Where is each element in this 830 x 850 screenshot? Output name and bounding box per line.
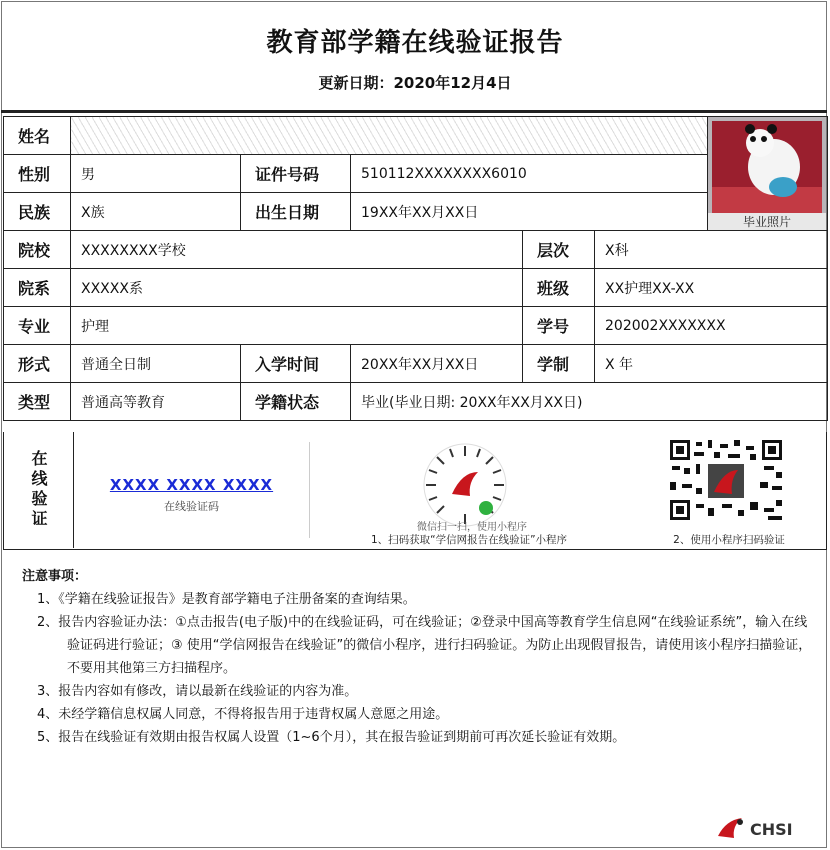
major-value: 护理 xyxy=(71,307,523,345)
verify-label: 在线验证 xyxy=(29,450,48,530)
mini-program-hint: 微信扫一扫，使用小程序 xyxy=(417,522,527,533)
name-label: 姓名 xyxy=(4,117,71,155)
ethnic-label: 民族 xyxy=(4,193,71,231)
class-value: XX护理XX-XX xyxy=(595,269,828,307)
birth-value: 19XX年XX月XX日 xyxy=(351,193,708,231)
report-title: 教育部学籍在线验证报告 xyxy=(266,28,564,58)
birth-label: 出生日期 xyxy=(241,193,351,231)
level-value: X科 xyxy=(595,231,828,269)
id-label: 证件号码 xyxy=(241,155,351,193)
note-item: 2、报告内容验证办法：①点击报告(电子版)中的在线验证码，可在线验证；②登录中国高等教育学生信息网“在线验证系统”，输入在线验证码进行验证；③ 使用“学信网报告在线验证”的微信小程序，进行扫码验证。为防止出现假冒报告，请使用该小程序扫描验证，不要用其他第三方扫描程序。 xyxy=(37,615,812,676)
verify-code-caption: 在线验证码 xyxy=(164,500,219,513)
verify-code-link[interactable]: XXXX XXXX XXXX xyxy=(109,476,274,494)
type-label: 类型 xyxy=(4,383,71,421)
sid-value: 202002XXXXXXX xyxy=(595,307,828,345)
duration-label: 学制 xyxy=(523,345,595,383)
enroll-value: 20XX年XX月XX日 xyxy=(351,345,523,383)
notes-section xyxy=(22,565,812,749)
student-photo xyxy=(708,117,826,230)
type-value: 普通高等教育 xyxy=(71,383,241,421)
photo-caption: 毕业照片 xyxy=(743,215,792,229)
class-label: 班级 xyxy=(523,269,595,307)
status-label: 学籍状态 xyxy=(241,383,351,421)
gender-label: 性别 xyxy=(4,155,71,193)
major-label: 专业 xyxy=(4,307,71,345)
sid-label: 学号 xyxy=(523,307,595,345)
step2-text: 2、使用小程序扫码验证 xyxy=(673,534,785,546)
form-value: 普通全日制 xyxy=(71,345,241,383)
school-label: 院校 xyxy=(4,231,71,269)
id-value: 510112XXXXXXXX6010 xyxy=(351,155,708,193)
note-item: 1、《学籍在线验证报告》是教育部学籍电子注册备案的查询结果。 xyxy=(37,592,416,607)
ethnic-value: X族 xyxy=(71,193,241,231)
qr-code-icon xyxy=(668,438,784,522)
duration-value: X 年 xyxy=(595,345,828,383)
name-value xyxy=(71,117,708,155)
form-label: 形式 xyxy=(4,345,71,383)
update-date: 更新日期：2020年12月4日 xyxy=(318,74,512,92)
photo-cell xyxy=(708,117,828,231)
chsi-logo-text: CHSI xyxy=(750,820,793,839)
gender-value: 男 xyxy=(71,155,241,193)
chsi-bird-icon xyxy=(716,814,746,840)
verify-label-cell xyxy=(4,432,74,548)
notes-heading: 注意事项： xyxy=(22,569,88,584)
note-item: 5、报告在线验证有效期由报告权属人设置（1~6个月），其在报告验证到期前可再次延长验证有效期。 xyxy=(37,730,626,745)
mini-program-code-icon xyxy=(422,442,508,528)
chsi-logo xyxy=(716,814,806,842)
status-value: 毕业(毕业日期: 20XX年XX月XX日) xyxy=(351,383,828,421)
student-info-table xyxy=(3,116,828,421)
step1-text: 1、扫码获取“学信网报告在线验证”小程序 xyxy=(370,534,568,546)
header-divider xyxy=(1,110,827,113)
level-label: 层次 xyxy=(523,231,595,269)
school-value: XXXXXXXX学校 xyxy=(71,231,523,269)
note-item: 3、报告内容如有修改，请以最新在线验证的内容为准。 xyxy=(37,684,358,699)
verify-divider xyxy=(309,442,310,538)
enroll-label: 入学时间 xyxy=(241,345,351,383)
dept-label: 院系 xyxy=(4,269,71,307)
online-verify-section xyxy=(3,432,827,550)
dept-value: XXXXX系 xyxy=(71,269,523,307)
note-item: 4、未经学籍信息权属人同意，不得将报告用于违背权属人意愿之用途。 xyxy=(37,707,449,722)
